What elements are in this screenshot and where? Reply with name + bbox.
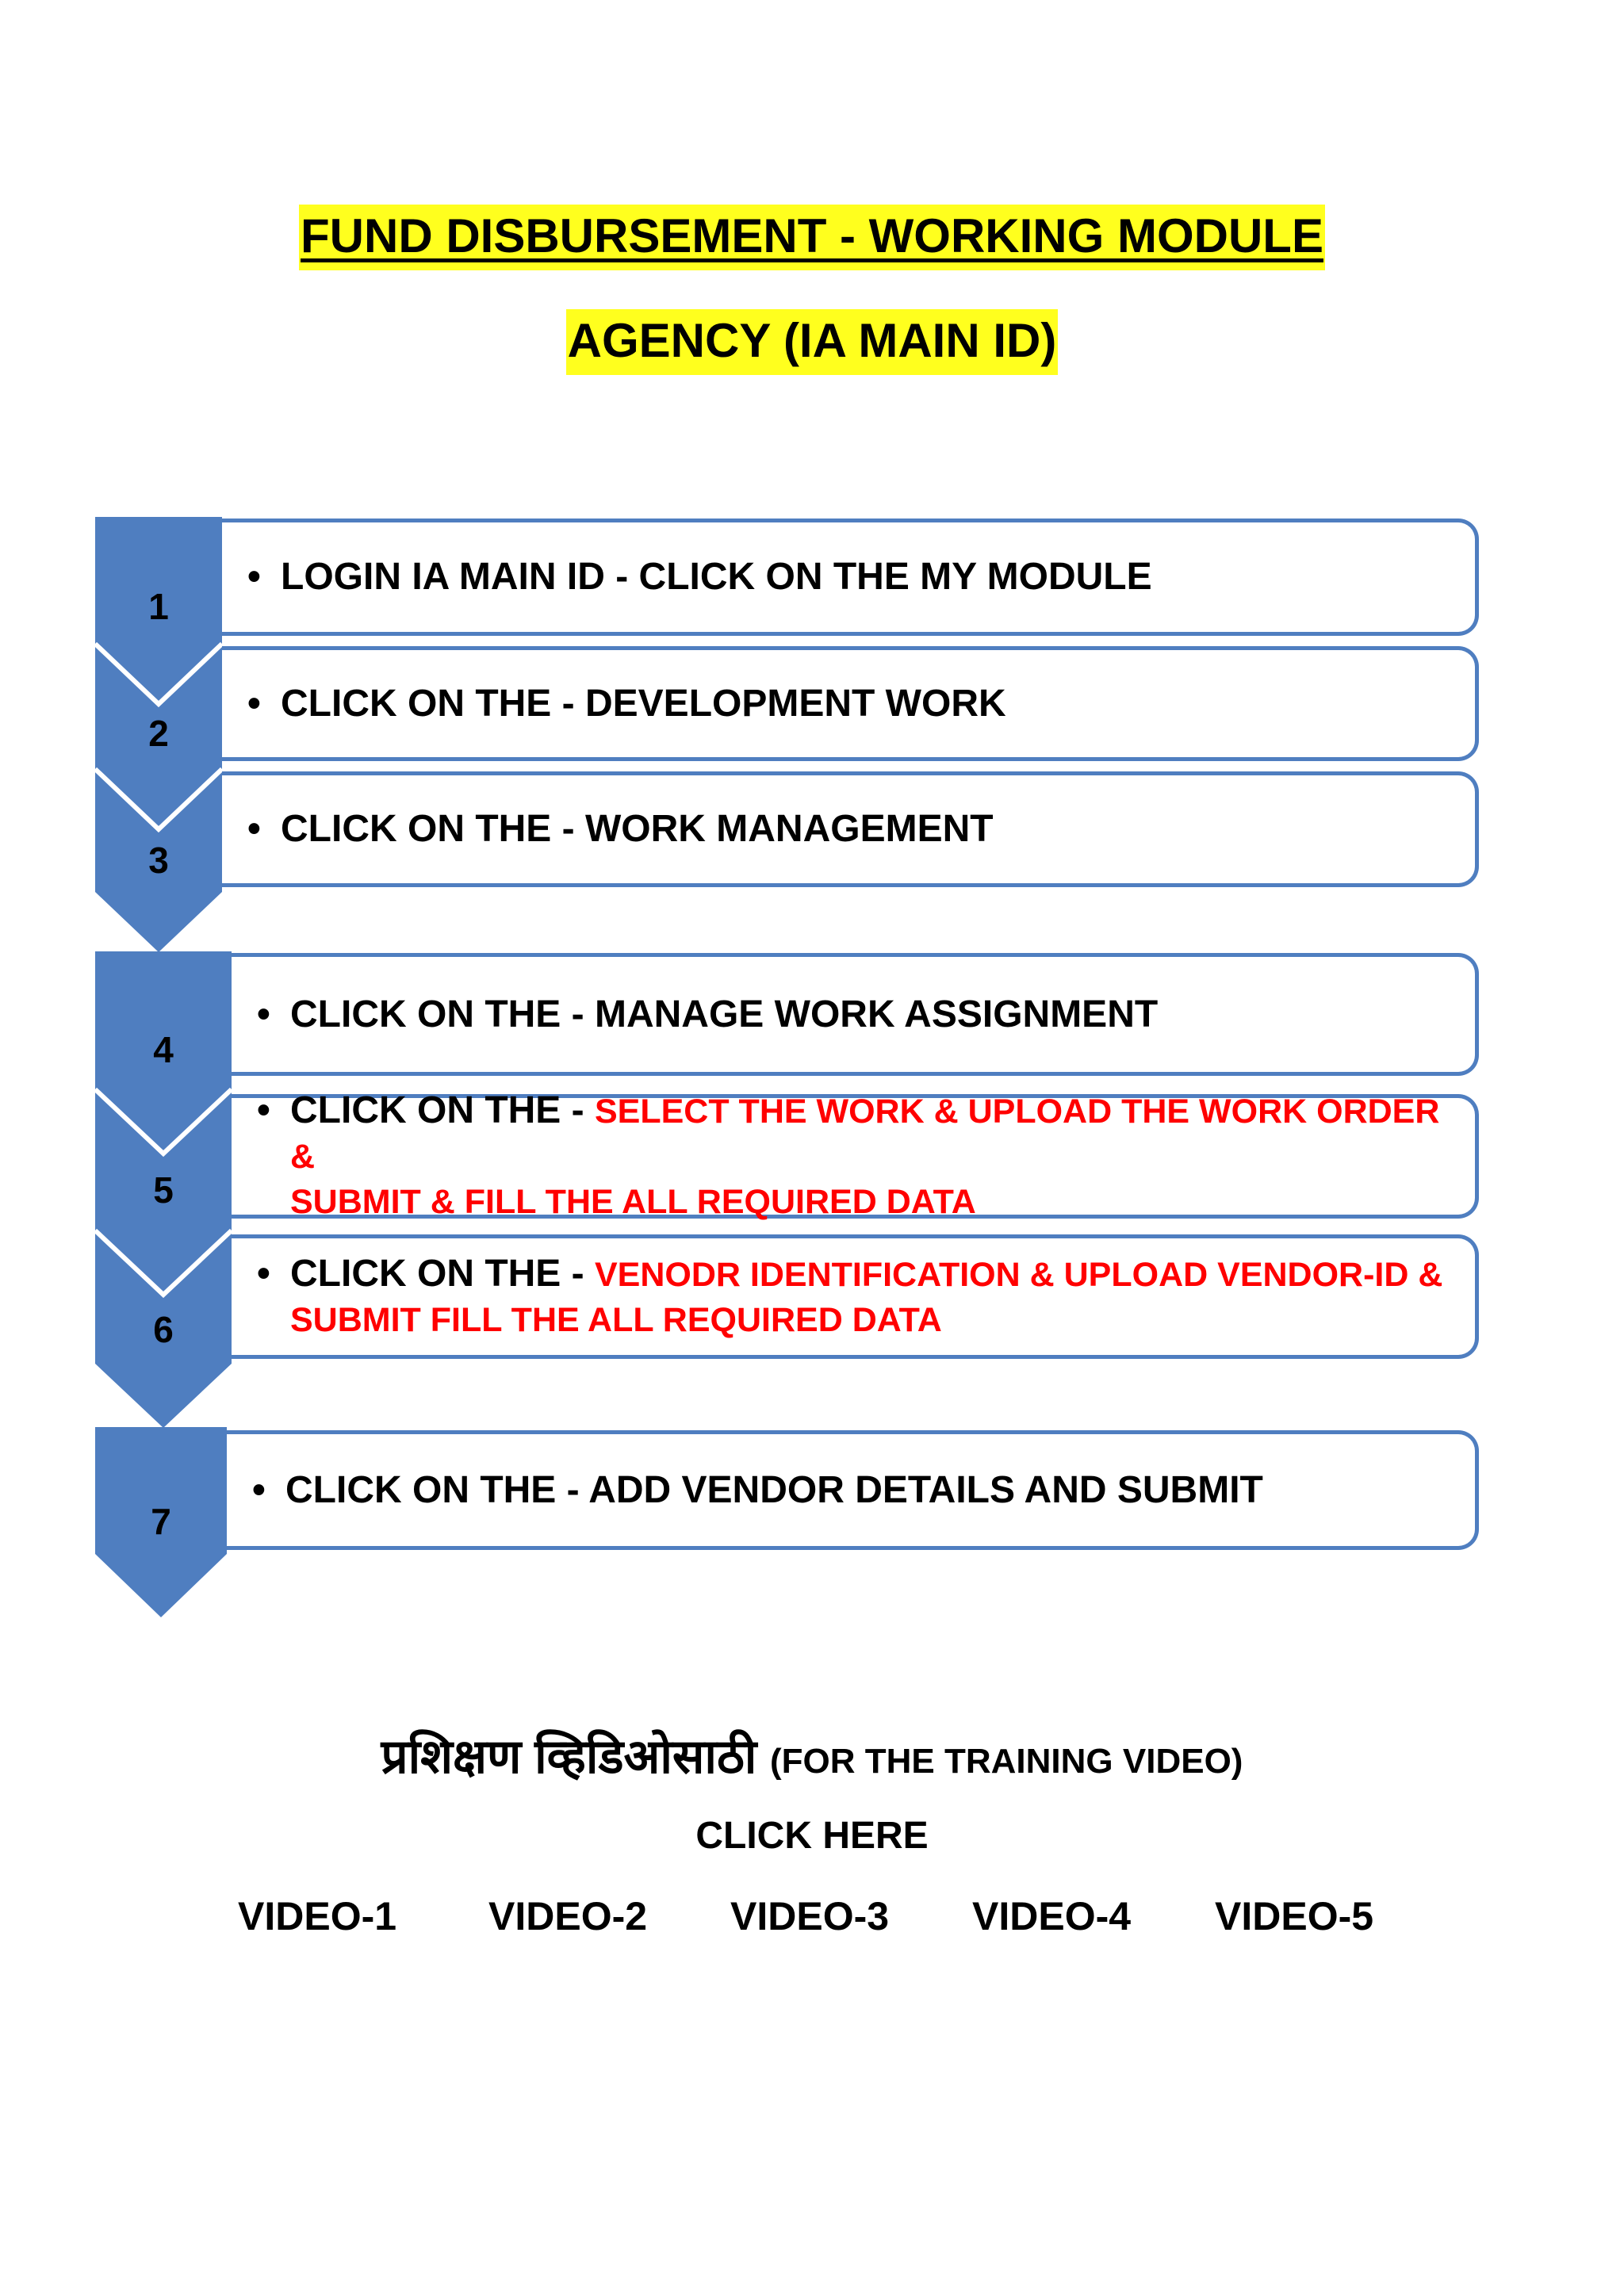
step-detail-5-line1: SELECT THE WORK & UPLOAD THE WORK ORDER &: [290, 1093, 1440, 1176]
step-number-6: 6: [153, 1309, 174, 1350]
video-link-3[interactable]: VIDEO-3: [730, 1894, 890, 1938]
step-box-5[interactable]: [232, 1089, 1479, 1221]
step-number-5: 5: [153, 1169, 174, 1211]
step-detail-5-line2: SUBMIT & FILL THE ALL REQUIRED DATA: [290, 1183, 976, 1221]
step-label-7: CLICK ON THE - ADD VENDOR DETAILS AND SUBMIT: [285, 1468, 1263, 1511]
step-number-7: 7: [151, 1501, 171, 1542]
step-label-6: CLICK ON THE -: [290, 1252, 595, 1295]
video-link-5[interactable]: VIDEO-5: [1215, 1894, 1374, 1938]
training-video-english: (FOR THE TRAINING VIDEO): [770, 1742, 1243, 1781]
bullet-icon: •: [247, 556, 261, 598]
bullet-icon: •: [257, 993, 270, 1035]
step-number-4: 4: [153, 1029, 174, 1070]
step-number-1: 1: [148, 586, 169, 627]
click-here-link[interactable]: CLICK HERE: [695, 1815, 929, 1857]
training-video-heading: [0, 1722, 1624, 1787]
bullet-icon: •: [257, 1252, 270, 1295]
step-box-1[interactable]: [222, 519, 1479, 636]
page-subtitle-text: AGENCY (IA MAIN ID): [566, 309, 1059, 375]
video-link-2[interactable]: VIDEO-2: [488, 1894, 648, 1938]
bullet-icon: •: [247, 808, 261, 850]
step-number-3: 3: [148, 840, 169, 881]
step-label-5: CLICK ON THE -: [290, 1089, 595, 1131]
step-detail-6-line2: SUBMIT FILL THE ALL REQUIRED DATA: [290, 1300, 942, 1339]
step-detail-6-line1: VENODR IDENTIFICATION & UPLOAD VENDOR-ID &: [594, 1255, 1443, 1294]
page-title-text: FUND DISBURSEMENT - WORKING MODULE: [299, 205, 1325, 270]
video-link-1[interactable]: VIDEO-1: [238, 1894, 397, 1938]
step-label-2: CLICK ON THE - DEVELOPMENT WORK: [281, 682, 1006, 725]
video-link-4[interactable]: VIDEO-4: [972, 1894, 1132, 1938]
step-box-4[interactable]: [232, 953, 1479, 1076]
video-links: [0, 1893, 1624, 1941]
step-label-3: CLICK ON THE - WORK MANAGEMENT: [281, 808, 994, 850]
step-number-2: 2: [148, 713, 169, 754]
step-box-2[interactable]: [222, 646, 1479, 761]
bullet-icon: •: [252, 1468, 266, 1511]
step-label-1: LOGIN IA MAIN ID - CLICK ON THE MY MODULE: [281, 556, 1152, 598]
step-box-7[interactable]: [227, 1430, 1479, 1550]
step-box-6[interactable]: [232, 1234, 1479, 1359]
bullet-icon: •: [247, 682, 261, 725]
step-label-4: CLICK ON THE - MANAGE WORK ASSIGNMENT: [290, 993, 1159, 1035]
training-video-marathi: प्रशिक्षण व्हिडिओसाठी: [381, 1730, 757, 1783]
step-box-3[interactable]: [222, 771, 1479, 887]
bullet-icon: •: [257, 1089, 270, 1131]
